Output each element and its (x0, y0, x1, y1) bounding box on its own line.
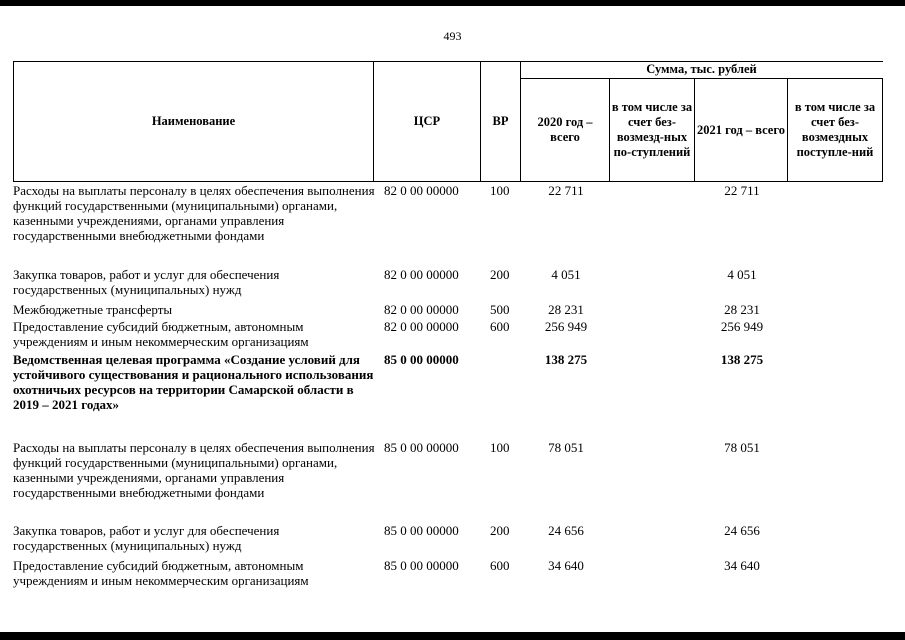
row-2021-total: 138 275 (720, 352, 764, 367)
page-number: 493 (443, 29, 462, 43)
row-name: Предоставление субсидий бюджетным, автономным учреждениям и иным некоммерческим организациям (13, 558, 309, 588)
row-csr: 82 0 00 00000 (384, 267, 459, 282)
row-csr: 82 0 00 00000 (384, 183, 459, 198)
row-2021-total: 28 231 (724, 302, 760, 317)
row-2020-total: 78 051 (548, 440, 584, 455)
row-2020-total: 4 051 (551, 267, 581, 282)
row-vr: 200 (490, 267, 510, 282)
row-name: Межбюджетные трансферты (13, 302, 173, 317)
row-2021-total: 34 640 (724, 558, 760, 573)
header-name-label: Наименование (151, 114, 236, 128)
row-name: Расходы на выплаты персоналу в целях обеспечения выполнения функций государственными (муниципальными) органами, казенными учреждениями, органами управления государственными внебюджетными фондами (13, 183, 375, 243)
scan-edge-top (0, 0, 905, 6)
scan-edge-bottom (0, 632, 905, 640)
row-csr: 82 0 00 00000 (384, 319, 459, 334)
row-2021-total: 24 656 (724, 523, 760, 538)
row-vr: 200 (490, 523, 510, 538)
row-csr: 85 0 00 00000 (384, 523, 459, 538)
row-vr: 500 (490, 302, 510, 317)
row-vr: 100 (490, 440, 510, 455)
row-2020-total: 24 656 (548, 523, 584, 538)
row-2020-total: 34 640 (548, 558, 584, 573)
row-csr: 82 0 00 00000 (384, 302, 459, 317)
header-2021-total-label: 2021 год – всего (697, 122, 785, 137)
row-name: Ведомственная целевая программа «Создание условий для устойчивого существования и рационального использования охотничьих ресурсов на территории Самарской области в 2019 – 2021 годах» (13, 352, 374, 412)
row-csr: 85 0 00 00000 (384, 440, 459, 455)
row-name: Закупка товаров, работ и услуг для обеспечения государственных (муниципальных) нужд (13, 267, 280, 297)
row-name: Расходы на выплаты персоналу в целях обеспечения выполнения функций государственными (муниципальными) органами, казенными учреждениями, органами управления государственными внебюджетными фондами (13, 440, 375, 500)
row-2021-total: 78 051 (724, 440, 760, 455)
row-2020-total: 256 949 (544, 319, 588, 334)
row-csr: 85 0 00 00000 (384, 558, 459, 573)
row-2020-total: 22 711 (548, 183, 584, 198)
row-2021-total: 4 051 (727, 267, 757, 282)
row-vr: 600 (490, 558, 510, 573)
header-csr-label: ЦСР (413, 114, 441, 128)
row-2021-total: 256 949 (720, 319, 764, 334)
header-2020-gratuitous-label: в том числе за счет без-возмезд-ных по-ступлений (611, 100, 693, 159)
row-2021-total: 22 711 (724, 183, 760, 198)
row-name: Закупка товаров, работ и услуг для обеспечения государственных (муниципальных) нужд (13, 523, 280, 553)
row-vr: 600 (490, 319, 510, 334)
row-2020-total: 28 231 (548, 302, 584, 317)
row-vr: 100 (490, 183, 510, 198)
header-2021-gratuitous-label: в том числе за счет без-возмездных поступле-ний (794, 100, 876, 159)
header-sum-label: Сумма, тыс. рублей (646, 62, 757, 76)
header-vr-label: ВР (492, 114, 509, 128)
header-2020-total-label: 2020 год – всего (537, 115, 593, 144)
row-name: Предоставление субсидий бюджетным, автономным учреждениям и иным некоммерческим организациям (13, 319, 309, 349)
row-2020-total: 138 275 (544, 352, 588, 367)
row-csr: 85 0 00 00000 (384, 352, 459, 367)
